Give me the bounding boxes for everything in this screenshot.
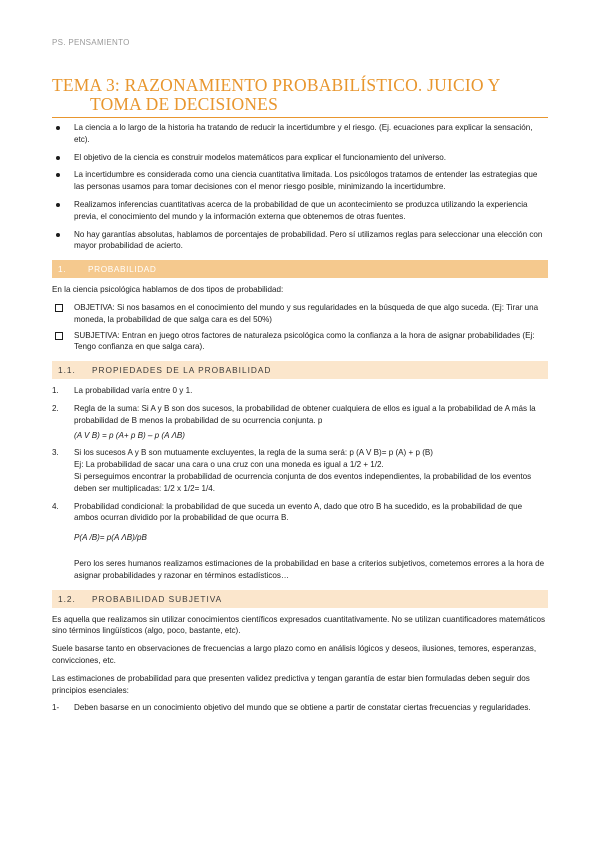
paragraph: Suele basarse tanto en observaciones de frecuencias a largo plazo como en análisis lógicos y deseos, ilusiones, temores, esperanzas, convicciones, etc. bbox=[52, 644, 537, 665]
subsection-title: PROBABILIDAD SUBJETIVA bbox=[92, 593, 223, 604]
paragraph: Las estimaciones de probabilidad para que presenten validez predictiva y tengan garantía de estar bien formuladas deben seguir dos principios esenciales: bbox=[52, 673, 530, 695]
formula: P(A /B)= p(A ΛB)/pB bbox=[74, 533, 147, 543]
property-item bbox=[52, 501, 548, 544]
bullet-item: La incertidumbre es considerada como una ciencia cuantitativa limitada. Los psicólogos tratamos de entender las estrategias que las personas usamos para tomar decisiones con el menor riesgo posible, minimizando la incertidumbre. bbox=[52, 169, 548, 193]
item-text: Si los sucesos A y B son mutuamente excluyentes, la regla de la suma será: p (A V B)= p (A) + p (B) bbox=[74, 448, 433, 458]
type-text: OBJETIVA: Si nos basamos en el conocimiento del mundo y sus regularidades en la búsqueda de que algo suceda. (Ej: Tirar una moneda, la probabilidad de que salga cara es del 50%) bbox=[74, 302, 539, 324]
paragraph: Es aquella que realizamos sin utilizar conocimientos científicos expresados cuantitativamente. No se utilizan cuantificadores matemáticos sino términos lingüísticos (algo, poco, bastante, etc). bbox=[52, 614, 546, 636]
type-text: SUBJETIVA: Entran en juego otros factores de naturaleza psicológica como la confianza a la hora de asignar probabilidades (Ej: Tengo confianza en que salga cara). bbox=[74, 330, 535, 352]
page-title bbox=[52, 76, 552, 114]
title-line-1: TEMA 3: RAZONAMIENTO PROBABILÍSTICO. JUICIO Y bbox=[52, 75, 501, 95]
bullet-item: No hay garantías absolutas, hablamos de porcentajes de probabilidad. Pero sí utilizamos reglas para seleccionar una elección con mayor probabilidad de acierto. bbox=[52, 229, 548, 253]
subsection-number: 1.2. bbox=[58, 593, 76, 604]
title-line-2: TOMA DE DECISIONES bbox=[90, 94, 279, 114]
item-text: Probabilidad condicional: la probabilidad de que suceda un evento A, dado que otro B ha sucedido, es la probabilidad de que ambos ocurran dividido por la probabilidad de que ocurra B. bbox=[74, 501, 523, 523]
paragraph: Pero los seres humanos realizamos estimaciones de la probabilidad en base a criterios subjetivos, cometemos errores a la hora de asignar probabilidades y razonar en términos estadísticos… bbox=[74, 558, 545, 580]
principle-item bbox=[52, 702, 548, 714]
type-item-objetiva bbox=[52, 302, 548, 326]
property-item bbox=[52, 447, 548, 494]
bullet-item: Realizamos inferencias cuantitativas acerca de la probabilidad de que un acontecimiento se produzca utilizando la experiencia previa, el conocimiento del mundo y la información externa que obtenemos de otras fuentes. bbox=[52, 199, 548, 223]
item-number: 4. bbox=[52, 501, 59, 511]
section-title: PROBABILIDAD bbox=[88, 264, 157, 275]
intro-bullet-list bbox=[52, 122, 548, 252]
type-item-subjetiva bbox=[52, 330, 548, 354]
title-rule bbox=[52, 117, 548, 118]
item-number: 3. bbox=[52, 448, 59, 458]
item-number: 1- bbox=[52, 703, 60, 713]
checkbox-square-icon bbox=[55, 332, 63, 340]
subsection-heading-subjetiva bbox=[52, 590, 548, 608]
bullet-item: La ciencia a lo largo de la historia ha tratando de reducir la incertidumbre y el riesgo. (Ej. ecuaciones para explicar la sensación, etc). bbox=[52, 122, 548, 146]
section-heading-probabilidad bbox=[52, 260, 548, 278]
checkbox-square-icon bbox=[55, 304, 63, 312]
property-item bbox=[52, 403, 548, 441]
paragraph: En la ciencia psicológica hablamos de dos tipos de probabilidad: bbox=[52, 285, 284, 295]
property-item bbox=[52, 385, 548, 397]
running-header: PS. PENSAMIENTO bbox=[52, 38, 130, 47]
item-number: 1. bbox=[52, 386, 59, 396]
subsection-title: PROPIEDADES DE LA PROBABILIDAD bbox=[92, 365, 272, 376]
item-text: Regla de la suma: Si A y B son dos sucesos, la probabilidad de obtener cualquiera de ellos es igual a la probabilidad de A más la probabilidad de B menos la probabilidad de su ocurrencia conjunta. p bbox=[74, 403, 536, 425]
item-number: 2. bbox=[52, 403, 59, 413]
subsection-heading-propiedades bbox=[52, 361, 548, 379]
probability-types-list bbox=[52, 302, 548, 353]
item-example: Ej: La probabilidad de sacar una cara o una cruz con una moneda es igual a 1/2 + 1/2. bbox=[74, 460, 384, 470]
section-number: 1. bbox=[58, 264, 67, 275]
item-text: Deben basarse en un conocimiento objetivo del mundo que se obtiene a partir de constatar ciertas frecuencias y regularidades. bbox=[74, 703, 531, 713]
item-note: Si perseguimos encontrar la probabilidad de ocurrencia conjunta de dos eventos independientes, la probabilidad de los eventos deben ser multiplicadas: 1/2 x 1/2= 1/4. bbox=[74, 471, 532, 493]
formula: (A V B) = p (A+ p B) – p (A ΛB) bbox=[74, 430, 185, 440]
properties-list bbox=[52, 385, 548, 544]
principles-list bbox=[52, 702, 548, 714]
item-text: La probabilidad varía entre 0 y 1. bbox=[74, 386, 193, 396]
document-body bbox=[52, 122, 548, 720]
bullet-item: El objetivo de la ciencia es construir modelos matemáticos para explicar el funcionamiento del universo. bbox=[52, 152, 548, 164]
subsection-number: 1.1. bbox=[58, 365, 76, 376]
